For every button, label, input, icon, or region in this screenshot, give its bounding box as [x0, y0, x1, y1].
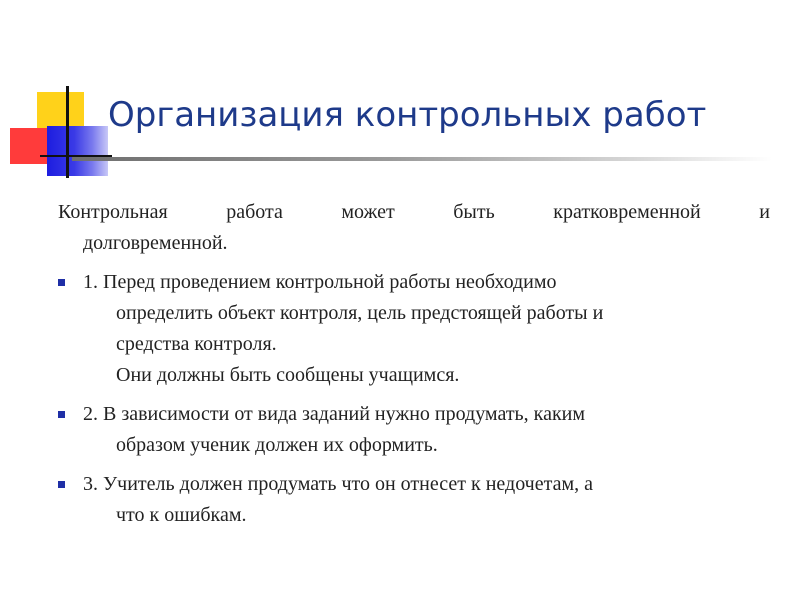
decorative-squares-logo [0, 0, 120, 190]
list-item-2-line-2: образом ученик должен их оформить. [116, 434, 438, 456]
list-item-2 [58, 399, 770, 461]
intro-paragraph [58, 197, 770, 259]
intro-line-2: долговременной. [83, 232, 228, 254]
intro-line-1: Контрольная работа может быть кратковременной и [58, 201, 770, 223]
blue-square [47, 126, 108, 176]
list-item-1-line-1: 1. Перед проведением контрольной работы необходимо [83, 271, 557, 293]
list-item-1-line-3: средства контроля. [116, 333, 277, 355]
slide-title: Организация контрольных работ [108, 95, 707, 135]
slide-content [58, 197, 770, 539]
list-item-1-line-4: Они должны быть сообщены учащимся. [116, 364, 460, 386]
square-bullet-icon [58, 481, 65, 488]
list-item-3-line-2: что к ошибкам. [116, 504, 247, 526]
list-item-1-line-2: определить объект контроля, цель предстоящей работы и [116, 302, 604, 324]
square-bullet-icon [58, 411, 65, 418]
list-item-1 [58, 267, 770, 391]
list-item-2-line-1: 2. В зависимости от вида заданий нужно продумать, каким [83, 403, 586, 425]
list-item-3-line-1: 3. Учитель должен продумать что он отнесет к недочетам, а [83, 473, 593, 495]
title-underline [72, 157, 772, 161]
vertical-line [66, 86, 69, 178]
square-bullet-icon [58, 279, 65, 286]
list-item-3 [58, 469, 770, 531]
